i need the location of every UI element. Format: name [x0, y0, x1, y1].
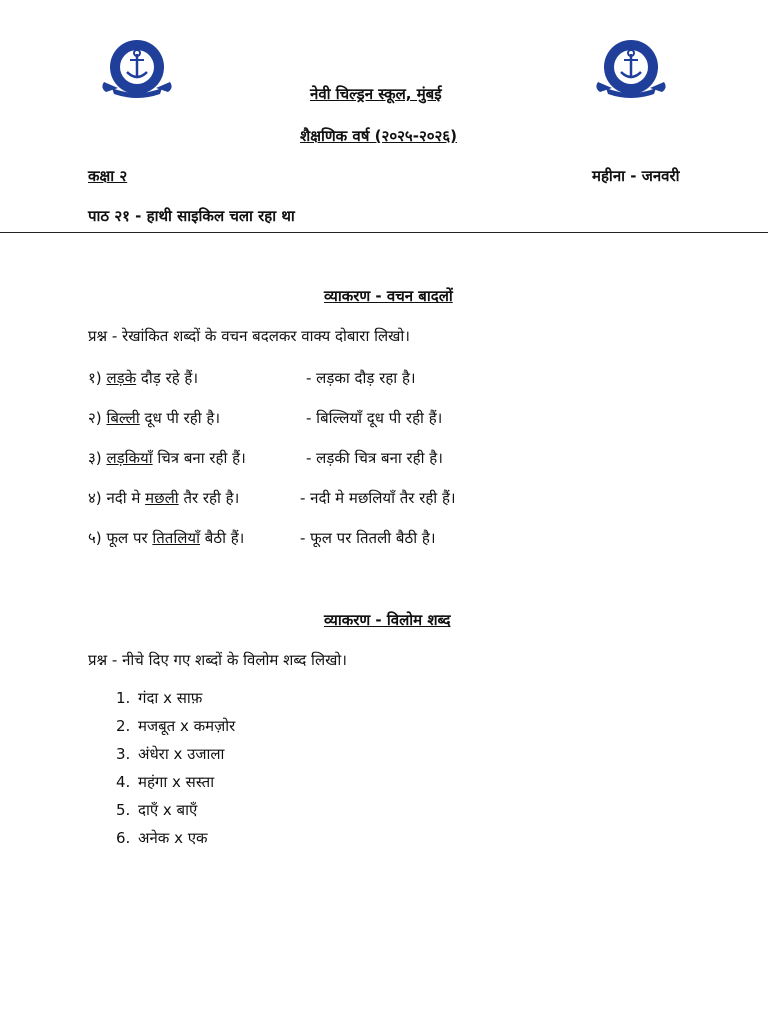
- section2-title: व्याकरण - विलोम शब्द: [324, 611, 451, 629]
- list-item: 5. दाएँ x बाएँ: [116, 801, 198, 819]
- underlined-word: बिल्ली: [106, 409, 140, 427]
- list-item: 3. अंधेरा x उजाला: [116, 745, 225, 763]
- list-item: १) लड़के दौड़ रहे हैं।: [88, 369, 199, 387]
- underlined-word: तितलियाँ: [152, 529, 201, 547]
- school-logo-right: [592, 38, 670, 100]
- section2-question: प्रश्न - नीचे दिए गए शब्दों के विलोम शब्द लिखो।: [88, 651, 347, 669]
- answer-text: - लड़की चित्र बना रही है।: [306, 449, 443, 467]
- section1-question: प्रश्न - रेखांकित शब्दों के वचन बदलकर वाक्य दोबारा लिखो।: [88, 327, 410, 345]
- list-item: 2. मजबूत x कमज़ोर: [116, 717, 236, 735]
- answer-text: - फूल पर तितली बैठी है।: [300, 529, 436, 547]
- list-item: ४) नदी मे मछली तैर रही है।: [88, 489, 240, 507]
- list-item: ३) लड़कियाँ चित्र बना रही हैं।: [88, 449, 246, 467]
- month-label: महीना - जनवरी: [592, 167, 680, 185]
- underlined-word: लड़के: [106, 369, 137, 387]
- list-item: 1. गंदा x साफ़: [116, 689, 203, 707]
- school-name: नेवी चिल्ड्रन स्कूल, मुंबई: [310, 85, 442, 103]
- header-divider: [0, 232, 768, 233]
- underlined-word: मछली: [145, 489, 179, 507]
- class-label: कक्षा २: [88, 167, 128, 185]
- lesson-title: पाठ २१ - हाथी साइकिल चला रहा था: [88, 207, 295, 225]
- underlined-word: लड़कियाँ: [106, 449, 153, 467]
- academic-year: शैक्षणिक वर्ष (२०२५-२०२६): [300, 127, 457, 145]
- answer-text: - बिल्लियाँ दूध पी रही हैं।: [306, 409, 443, 427]
- list-item: २) बिल्ली दूध पी रही है।: [88, 409, 221, 427]
- answer-text: - नदी मे मछलियाँ तैर रही हैं।: [300, 489, 456, 507]
- list-item: 6. अनेक x एक: [116, 829, 208, 847]
- list-item: 4. महंगा x सस्ता: [116, 773, 215, 791]
- list-item: ५) फूल पर तितलियाँ बैठी हैं।: [88, 529, 245, 547]
- school-logo-left: [98, 38, 176, 100]
- answer-text: - लड़का दौड़ रहा है।: [306, 369, 416, 387]
- section1-title: व्याकरण - वचन बादलों: [324, 287, 453, 305]
